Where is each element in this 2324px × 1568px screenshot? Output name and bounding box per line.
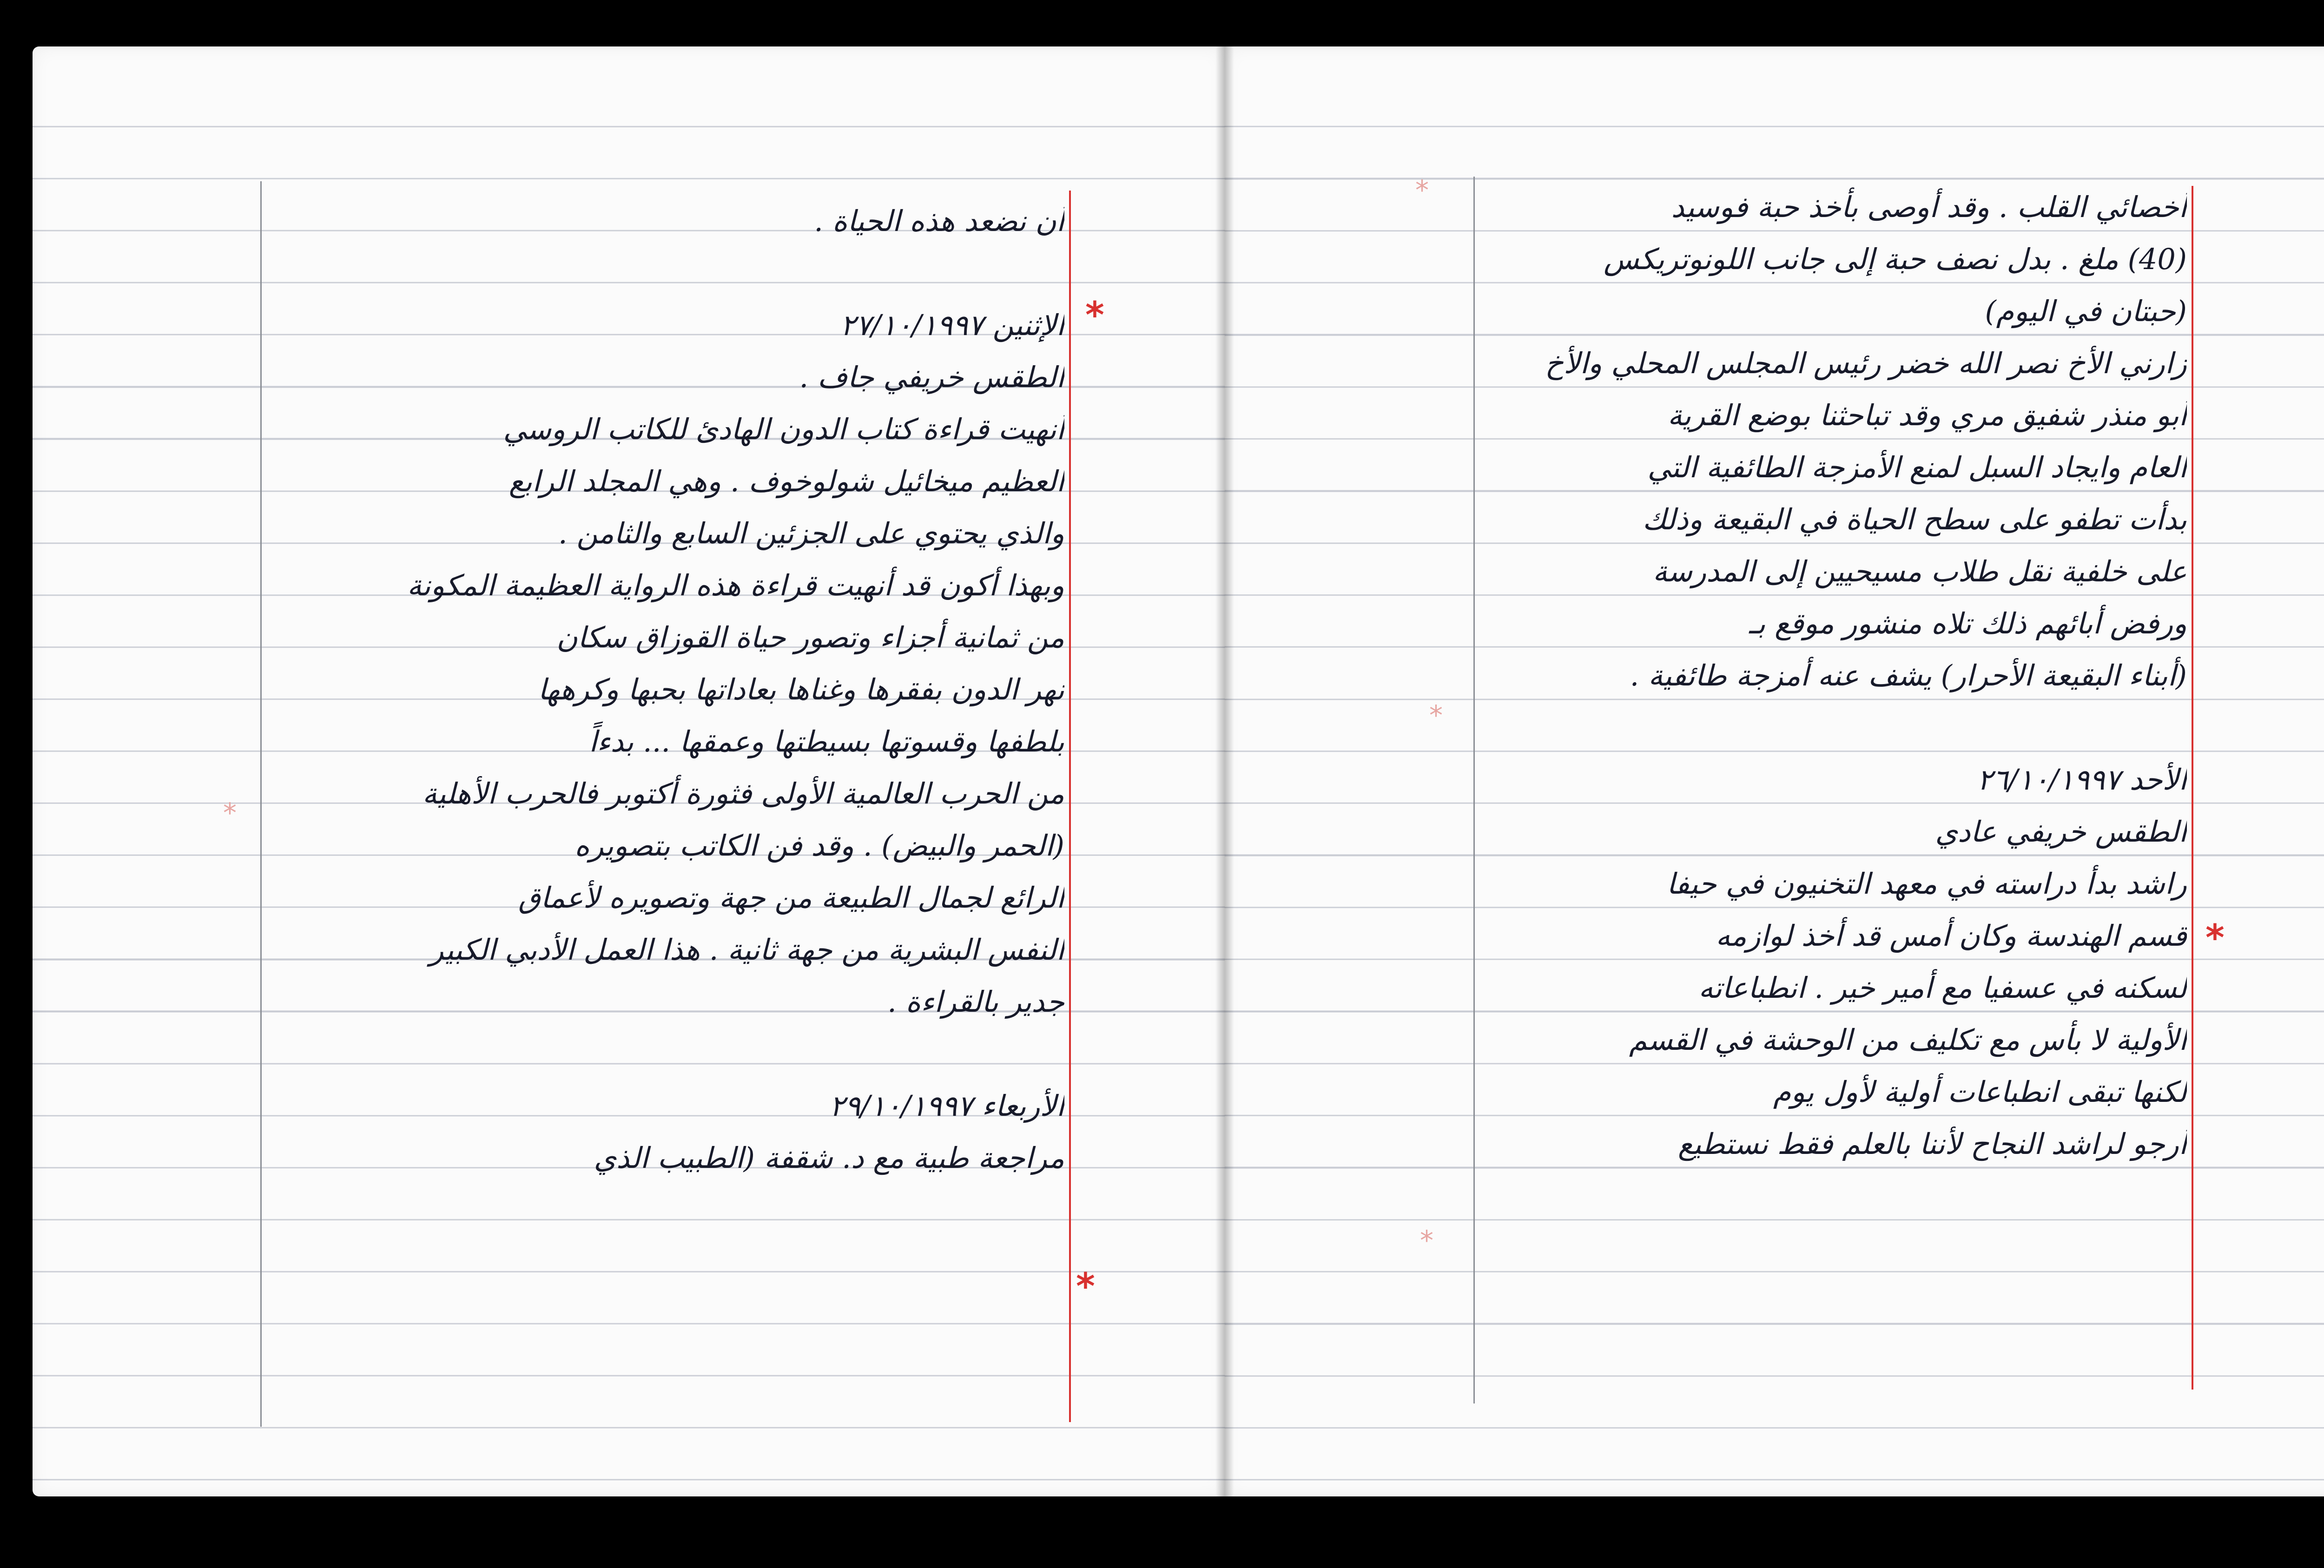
left-page: [33, 46, 1225, 1496]
text-line: (أبناء البقيعة الأحرار) يشف عنه أمزجة طائفية .: [1630, 659, 2187, 692]
text-line: وبهذا أكون قد أنهيت قراءة هذه الرواية العظيمة المكونة: [407, 568, 1064, 602]
text-line: جدير بالقراءة .: [887, 985, 1064, 1019]
right-page: [1225, 46, 2324, 1496]
text-line: النفس البشرية من جهة ثانية . هذا العمل الأدبي الكبير: [429, 933, 1064, 967]
text-line: أن نضعد هذه الحياة .: [814, 204, 1064, 238]
text-line: أبو منذر شفيق مري وقد تباحثنا بوضع القرية: [1667, 398, 2187, 432]
text-line: راشد بدأ دراسته في معهد التخنيون في حيفا: [1666, 867, 2187, 901]
text-line: ورفض أبائهم ذلك تلاه منشور موقع بـ: [1749, 606, 2187, 640]
text-line: (حبتان في اليوم): [1985, 294, 2187, 328]
left-page-text: [274, 195, 1064, 1184]
text-line: الرائع لجمال الطبيعة من جهة وتصويره لأعماق: [518, 881, 1064, 915]
text-line: لكنها تبقى انطباعات أولية لأول يوم: [1773, 1075, 2187, 1109]
text-line: الطقس خريفي عادي: [1935, 815, 2187, 849]
text-line: أنهيت قراءة كتاب الدون الهادئ للكاتب الروسي: [503, 412, 1064, 446]
text-line: العظيم ميخائيل شولوخوف . وهي المجلد الرابع: [508, 464, 1064, 498]
text-line: بلطفها وقسوتها بسيطتها وعمقها ... بدءاً: [589, 725, 1064, 758]
text-line: أخصائي القلب . وقد أوصى بأخذ حبة فوسيد: [1671, 190, 2187, 224]
red-asterisk-mark: *: [2205, 917, 2225, 959]
right-page-text: [1378, 181, 2187, 1170]
red-asterisk-mark: *: [1085, 295, 1104, 336]
text-line: العام وايجاد السبل لمنع الأمزجة الطائفية التي: [1647, 450, 2187, 484]
text-line: من ثمانية أجزاء وتصور حياة القوزاق سكان: [556, 620, 1064, 654]
text-line: زارني الأخ نصر الله خضر رئيس المجلس المحلي والأخ: [1545, 346, 2187, 380]
right-page-margin-line: [2192, 186, 2193, 1390]
text-line: مراجعة طبية مع د. شقفة (الطبيب الذي: [594, 1141, 1064, 1175]
text-line: الطقس خريفي جاف .: [799, 360, 1064, 394]
text-line: نهر الدون بفقرها وغناها بعاداتها بحبها وكرهها: [538, 672, 1064, 706]
left-page-margin-line: [1069, 191, 1071, 1422]
text-line: الأولية لا بأس مع تكليف من الوحشة في القسم: [1629, 1023, 2187, 1057]
text-line: [274, 247, 1064, 299]
left-page-guide-line: [260, 181, 262, 1427]
red-asterisk-mark: *: [1076, 1266, 1095, 1308]
date-heading: الإثنين ٢٧/١٠/١٩٩٧: [840, 308, 1064, 342]
text-line: بدأت تطفو على سطح الحياة في البقيعة وذلك: [1642, 502, 2187, 536]
open-notebook: [33, 46, 2324, 1496]
faint-asterisk-mark: *: [1429, 699, 1443, 731]
text-line: والذي يحتوي على الجزئين السابع والثامن .: [558, 516, 1064, 550]
text-line: على خلفية نقل طلاب مسيحيين إلى المدرسة: [1652, 554, 2187, 588]
date-heading: الأحد ٢٦/١٠/١٩٩٧: [1977, 763, 2187, 797]
text-line: قسم الهندسة وكان أمس قد أخذ لوازمه: [1716, 919, 2187, 953]
text-line: أرجو لراشد النجاح لأننا بالعلم فقط نستطيع: [1678, 1127, 2187, 1161]
text-line: [274, 1028, 1064, 1080]
text-line: (40) ملغ . بدل نصف حبة إلى جانب اللونوتريكس: [1604, 242, 2187, 276]
faint-asterisk-mark: *: [1415, 174, 1429, 206]
faint-asterisk-mark: *: [223, 797, 237, 829]
text-line: [1378, 699, 2187, 754]
date-heading: الأربعاء ٢٩/١٠/١٩٩٧: [829, 1089, 1064, 1123]
notebook-spine: [1215, 46, 1234, 1496]
faint-asterisk-mark: *: [1420, 1225, 1433, 1256]
text-line: (الحمر والبيض) . وقد فن الكاتب بتصويره: [574, 829, 1064, 863]
text-line: لسكنه في عسفيا مع أمير خير . انطباعاته: [1698, 971, 2187, 1005]
text-line: من الحرب العالمية الأولى فثورة أكتوبر فالحرب الأهلية: [422, 777, 1064, 810]
